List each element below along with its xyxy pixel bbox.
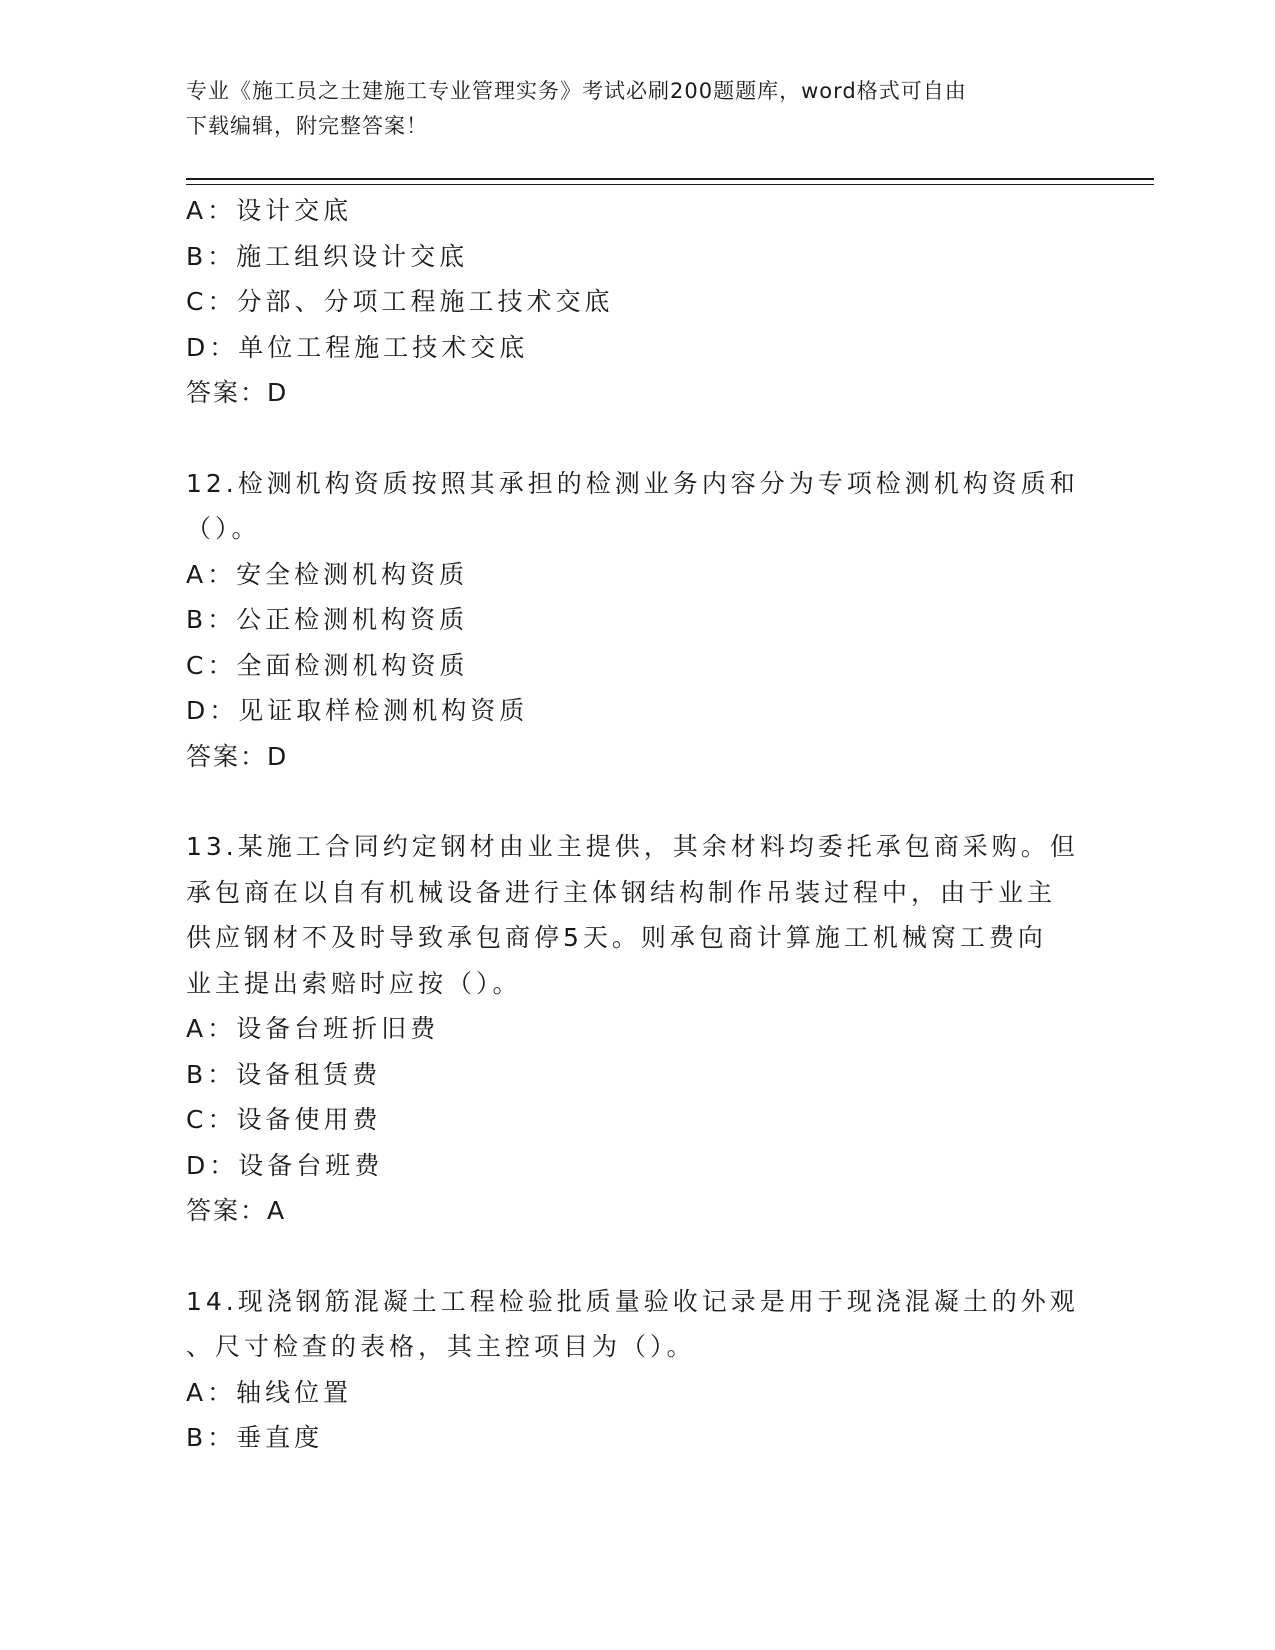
option-a: A：轴线位置: [186, 1377, 353, 1407]
header-divider-thick: [186, 178, 1154, 180]
question-stem-line: （）。: [186, 514, 261, 543]
question-stem-line: 12.检测机构资质按照其承担的检测业务内容分为专项检测机构资质和: [186, 468, 1079, 498]
question-spacer: [186, 1234, 1086, 1279]
header-line-1: 专业《施工员之土建施工专业管理实务》考试必刷200题题库，word格式可自由: [186, 79, 967, 103]
question-stem-line: 供应钢材不及时导致承包商停5天。则承包商计算施工机械窝工费向: [186, 923, 1047, 952]
option-a: A：安全检测机构资质: [186, 559, 469, 589]
option-d: D：见证取样检测机构资质: [186, 696, 529, 725]
question-stem-line: 13.某施工合同约定钢材由业主提供，其余材料均委托承包商采购。但: [186, 832, 1079, 861]
header-line-2: 下载编辑，附完整答案！: [186, 114, 428, 138]
question-14: [186, 1279, 1086, 1461]
question-spacer: [186, 779, 1086, 824]
option-b: B：施工组织设计交底: [186, 241, 469, 271]
answer-line: 答案：D: [186, 378, 289, 407]
option-b: B：公正检测机构资质: [186, 605, 469, 634]
question-stem-line: 、尺寸检查的表格，其主控项目为（）。: [186, 1332, 696, 1361]
answer-line: 答案：A: [186, 1196, 287, 1225]
option-c: C：全面检测机构资质: [186, 650, 469, 680]
option-a: A：设计交底: [186, 196, 353, 225]
option-a: A：设备台班折旧费: [186, 1014, 440, 1043]
option-b: B：垂直度: [186, 1423, 324, 1452]
header-divider-thin: [186, 184, 1154, 185]
option-c: C：设备使用费: [186, 1105, 382, 1134]
question-11: [186, 188, 1086, 416]
document-header: [186, 74, 1086, 144]
option-d: D：单位工程施工技术交底: [186, 332, 529, 362]
option-c: C：分部、分项工程施工技术交底: [186, 287, 614, 316]
question-stem-line: 14.现浇钢筋混凝土工程检验批质量验收记录是用于现浇混凝土的外观: [186, 1286, 1079, 1316]
option-b: B：设备租赁费: [186, 1059, 382, 1089]
option-d: D：设备台班费: [186, 1150, 384, 1180]
question-stem-line: 业主提出索赔时应按（）。: [186, 968, 522, 998]
question-spacer: [186, 416, 1086, 461]
question-12: [186, 461, 1086, 780]
question-list: [186, 188, 1086, 1461]
question-13: [186, 824, 1086, 1234]
answer-line: 答案：D: [186, 741, 289, 771]
question-stem-line: 承包商在以自有机械设备进行主体钢结构制作吊装过程中，由于业主: [186, 877, 1057, 907]
